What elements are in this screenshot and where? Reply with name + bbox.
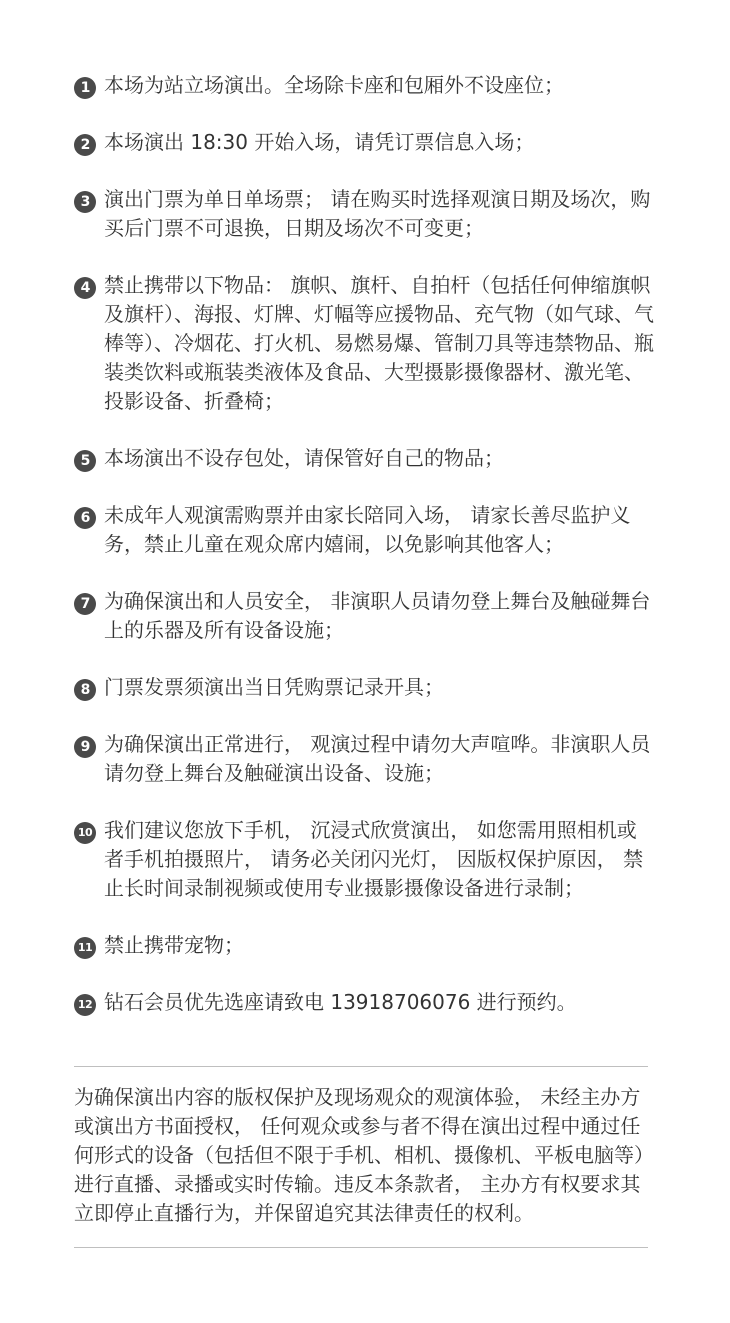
rule-item-7 (74, 587, 654, 645)
number-badge: 2 (74, 134, 96, 156)
rule-text: 门票发票须演出当日凭购票记录开具； (104, 675, 444, 699)
rule-text: 演出门票为单日单场票； 请在购买时选择观演日期及场次，购买后门票不可退换，日期及场次不可变更； (104, 187, 651, 240)
divider-bottom (74, 1247, 648, 1248)
number-badge: 4 (74, 277, 96, 299)
rule-item-4 (74, 271, 654, 416)
rule-text: 禁止携带以下物品： 旗帜、旗杆、自拍杆（包括任何伸缩旗帜及旗杆）、海报、灯牌、灯幅等应援物品、充气物（如气球、气棒等）、冷烟花、打火机、易燃易爆、管制刀具等违禁物品、瓶装类饮料或瓶装类液体及食品、大型摄影摄像器材、激光笔、投影设备、折叠椅； (104, 273, 654, 413)
number-badge: 9 (74, 736, 96, 758)
rule-item-9 (74, 730, 654, 788)
copyright-notice: 为确保演出内容的版权保护及现场观众的观演体验， 未经主办方或演出方书面授权， 任何观众或参与者不得在演出过程中通过任何形式的设备（包括但不限于手机、相机、摄像机、平板电脑等）进行直播、录播或实时传输。违反本条款者， 主办方有权要求其立即停止直播行为，并保留追究其法律责任的权利。 (74, 1085, 644, 1225)
rule-item-6 (74, 501, 654, 559)
rule-item-2 (74, 128, 654, 157)
rule-item-8 (74, 673, 654, 702)
rule-text: 禁止携带宠物； (104, 933, 244, 957)
number-badge: 10 (74, 822, 96, 844)
rule-text: 本场为站立场演出。全场除卡座和包厢外不设座位； (104, 73, 564, 97)
rule-text: 本场演出 18:30 开始入场，请凭订票信息入场； (104, 130, 535, 154)
number-badge: 3 (74, 191, 96, 213)
rule-text: 为确保演出和人员安全， 非演职人员请勿登上舞台及触碰舞台上的乐器及所有设备设施； (104, 589, 651, 642)
rule-text: 本场演出不设存包处，请保管好自己的物品； (104, 446, 504, 470)
rule-item-5 (74, 444, 654, 473)
number-badge: 5 (74, 450, 96, 472)
number-badge: 11 (74, 937, 96, 959)
number-badge: 12 (74, 994, 96, 1016)
rule-text: 为确保演出正常进行， 观演过程中请勿大声喧哗。非演职人员请勿登上舞台及触碰演出设备、设施； (104, 732, 651, 785)
number-badge: 6 (74, 507, 96, 529)
divider-top (74, 1066, 648, 1067)
rules-list (74, 71, 654, 1017)
rule-text: 我们建议您放下手机， 沉浸式欣赏演出， 如您需用照相机或者手机拍摄照片， 请务必关闭闪光灯， 因版权保护原因， 禁止长时间录制视频或使用专业摄影摄像设备进行录制； (104, 818, 644, 900)
rule-item-12 (74, 988, 654, 1017)
rule-item-11 (74, 931, 654, 960)
rule-text: 钻石会员优先选座请致电 13918706076 进行预约。 (104, 990, 577, 1014)
number-badge: 1 (74, 77, 96, 99)
rule-text: 未成年人观演需购票并由家长陪同入场， 请家长善尽监护义务，禁止儿童在观众席内嬉闹，以免影响其他客人； (104, 503, 631, 556)
rule-item-1 (74, 71, 654, 100)
number-badge: 8 (74, 679, 96, 701)
rule-item-3 (74, 185, 654, 243)
number-badge: 7 (74, 593, 96, 615)
rule-item-10 (74, 816, 654, 903)
